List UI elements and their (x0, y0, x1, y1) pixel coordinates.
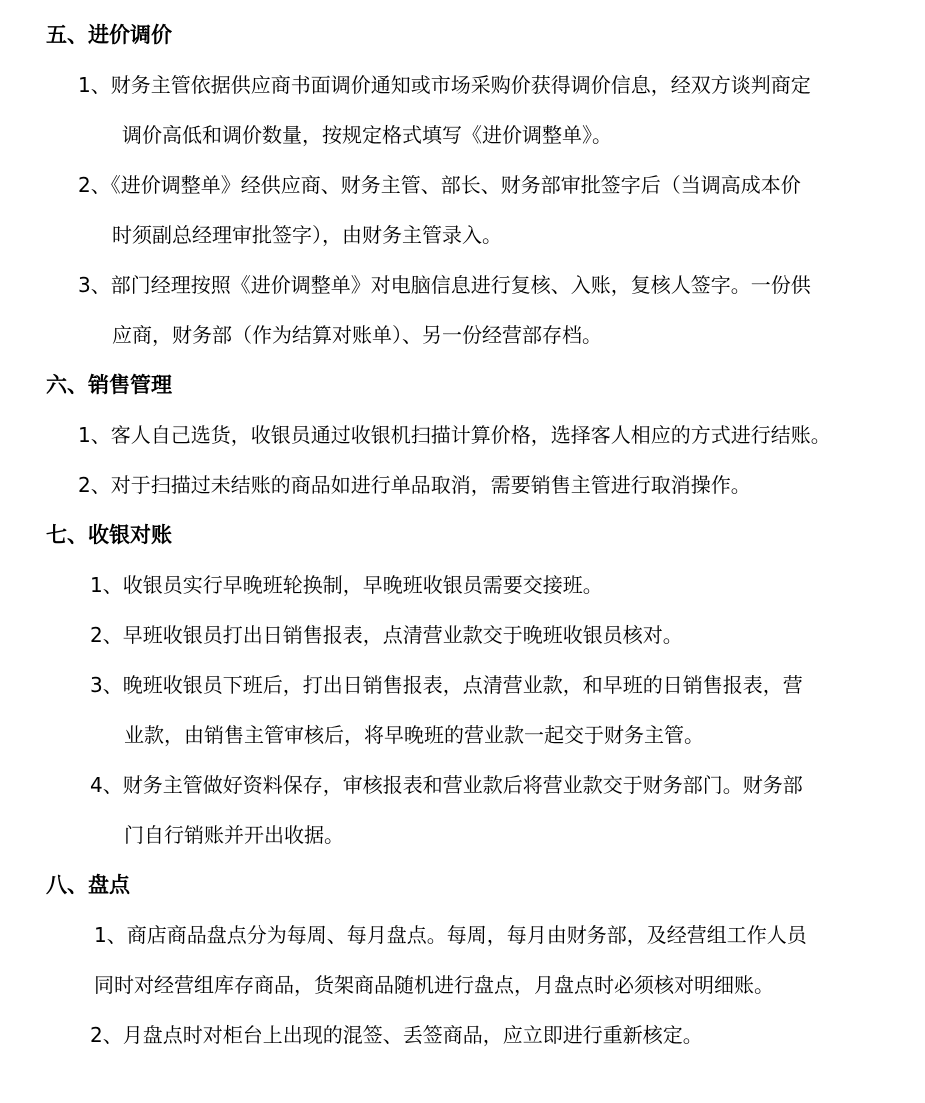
section-heading-6: 六、销售管理 (46, 373, 172, 397)
paragraph-line: 1、客人自己选货，收银员通过收银机扫描计算价格，选择客人相应的方式进行结账。 (78, 423, 831, 447)
section-heading-8: 八、盘点 (46, 873, 130, 897)
paragraph-line: 1、财务主管依据供应商书面调价通知或市场采购价获得调价信息，经双方谈判商定 (78, 73, 811, 97)
section-heading-5: 五、进价调价 (46, 23, 172, 47)
paragraph-line: 业款，由销售主管审核后，将早晚班的营业款一起交于财务主管。 (124, 723, 704, 747)
paragraph-line: 1、收银员实行早晚班轮换制，早晚班收银员需要交接班。 (90, 573, 603, 597)
paragraph-line: 调价高低和调价数量，按规定格式填写《进价调整单》。 (122, 123, 612, 147)
paragraph-line: 2、对于扫描过未结账的商品如进行单品取消，需要销售主管进行取消操作。 (78, 473, 751, 497)
paragraph-line: 时须副总经理审批签字），由财务主管录入。 (112, 223, 502, 247)
paragraph-line: 应商，财务部（作为结算对账单）、另一份经营部存档。 (112, 323, 602, 347)
paragraph-line: 2、早班收银员打出日销售报表，点清营业款交于晚班收银员核对。 (90, 623, 683, 647)
paragraph-line: 同时对经营组库存商品，货架商品随机进行盘点，月盘点时必须核对明细账。 (94, 973, 774, 997)
paragraph-line: 1、商店商品盘点分为每周、每月盘点。每周，每月由财务部，及经营组工作人员 (94, 923, 807, 947)
paragraph-line: 4、财务主管做好资料保存，审核报表和营业款后将营业款交于财务部门。财务部 (90, 773, 803, 797)
paragraph-line: 门自行销账并开出收据。 (124, 823, 344, 847)
paragraph-line: 2、《进价调整单》经供应商、财务主管、部长、财务部审批签字后（当调高成本价 (78, 173, 801, 197)
paragraph-line: 2、月盘点时对柜台上出现的混签、丢签商品，应立即进行重新核定。 (90, 1023, 703, 1047)
section-heading-7: 七、收银对账 (46, 523, 172, 547)
paragraph-line: 3、部门经理按照《进价调整单》对电脑信息进行复核、入账，复核人签字。一份供 (78, 273, 811, 297)
paragraph-line: 3、晚班收银员下班后，打出日销售报表，点清营业款，和早班的日销售报表，营 (90, 673, 803, 697)
